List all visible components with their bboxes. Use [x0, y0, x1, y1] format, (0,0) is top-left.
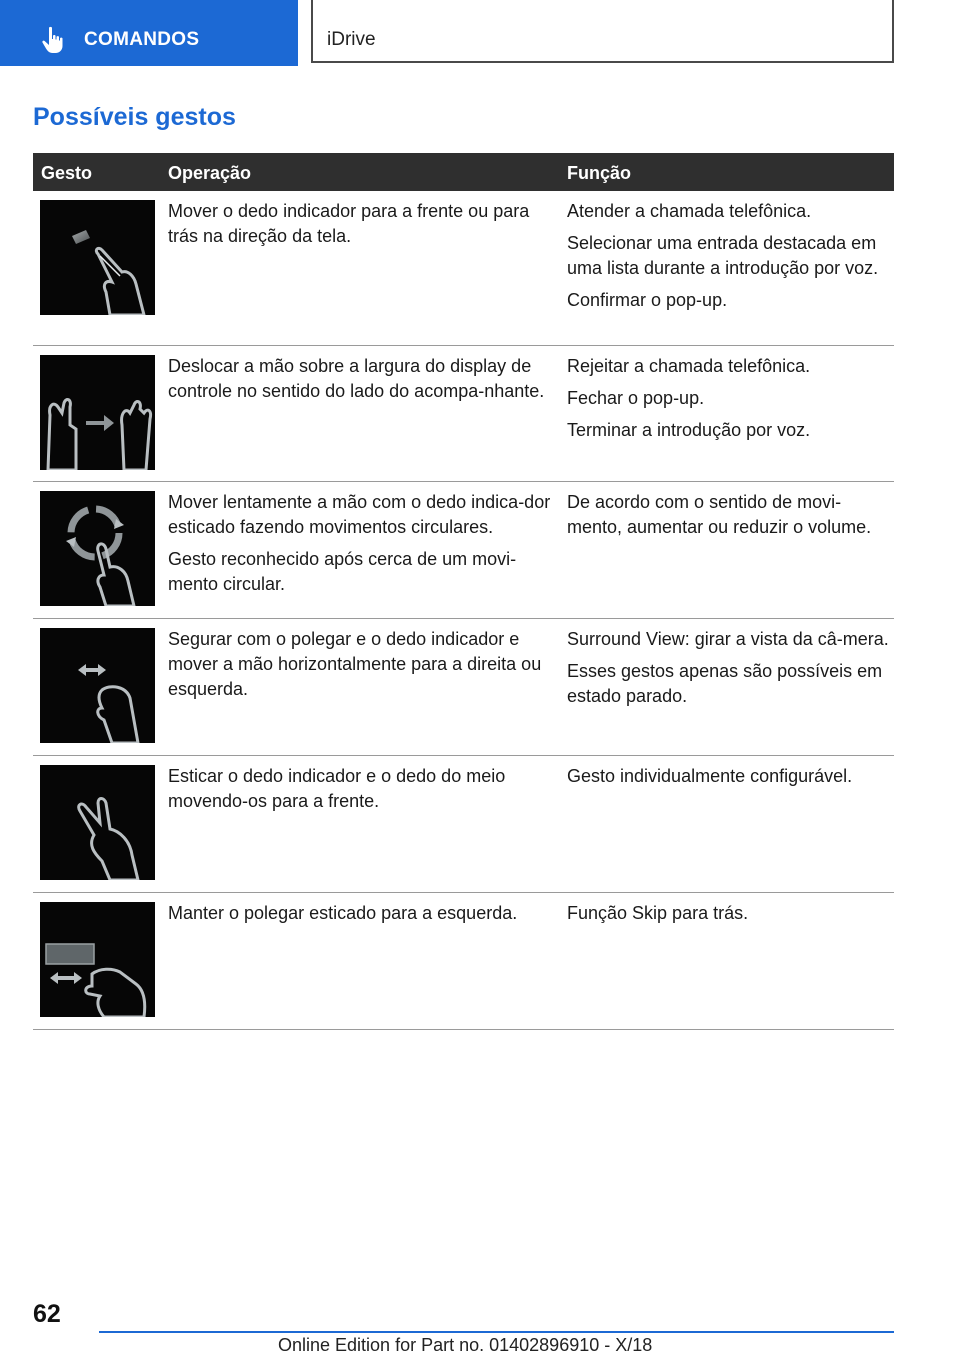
function-cell — [567, 354, 891, 450]
hand-pointer-icon — [40, 26, 66, 54]
table-row — [33, 482, 894, 619]
function-cell — [567, 199, 891, 320]
operation-cell — [168, 627, 554, 709]
finger-forward-back-gesture-icon — [40, 200, 155, 315]
table-row — [33, 619, 894, 756]
operation-cell — [168, 764, 554, 821]
table-row — [33, 191, 894, 346]
gestures-table — [33, 153, 894, 1030]
chapter-label: iDrive — [327, 29, 376, 50]
function-text: Rejeitar a chamada telefônica. — [567, 356, 811, 376]
function-text: Atender a chamada telefônica. — [567, 201, 812, 221]
operation-cell — [168, 199, 554, 256]
operation-text: Mover o dedo indicador para a frente ou para trás na direção da tela. — [168, 201, 530, 246]
function-text: Selecionar uma entrada destacada em uma lista durante a introdução por voz. — [567, 233, 879, 278]
column-header-operation: Operação — [168, 163, 252, 183]
table-header — [33, 153, 894, 191]
function-text: Gesto individualmente configurável. — [567, 766, 853, 786]
operation-text: Mover lentamente a mão com o dedo indica-dor esticado fazendo movimentos circulares. — [168, 492, 551, 537]
table-row — [33, 893, 894, 1030]
function-cell — [567, 627, 891, 716]
operation-text: Deslocar a mão sobre a largura do display de controle no sentido do lado do acompa-nhante. — [168, 356, 545, 401]
page-header — [0, 0, 960, 66]
operation-cell — [168, 354, 554, 411]
function-text: Esses gestos apenas são possíveis em estado parado. — [567, 661, 883, 706]
function-text: Fechar o pop-up. — [567, 388, 705, 408]
table-row — [33, 756, 894, 893]
operation-text: Segurar com o polegar e o dedo indicador e mover a mão horizontalmente para a direita ou esquerda. — [168, 629, 542, 699]
chapter-tab[interactable] — [311, 0, 894, 63]
operation-text: Esticar o dedo indicador e o dedo do meio movendo-os para a frente. — [168, 766, 506, 811]
operation-text: Gesto reconhecido após cerca de um movi-mento circular. — [168, 549, 517, 594]
page-number: 62 — [33, 1300, 61, 1328]
function-cell — [567, 764, 891, 796]
hand-swipe-gesture-icon — [40, 355, 155, 470]
column-header-gesture: Gesto — [41, 163, 93, 183]
function-text: Terminar a introdução por voz. — [567, 420, 811, 440]
function-cell — [567, 490, 891, 547]
circular-finger-gesture-icon — [40, 491, 155, 606]
section-label: COMANDOS — [84, 29, 200, 50]
function-text: Surround View: girar a vista da câ-mera. — [567, 629, 889, 649]
page-title: Possíveis gestos — [33, 103, 236, 131]
section-tab[interactable] — [0, 0, 298, 66]
function-text: De acordo com o sentido de movi-mento, aumentar ou reduzir o volume. — [567, 492, 872, 537]
operation-cell — [168, 490, 554, 604]
table-row — [33, 346, 894, 482]
pinch-move-gesture-icon — [40, 628, 155, 743]
function-text: Confirmar o pop-up. — [567, 290, 728, 310]
thumb-left-gesture-icon — [40, 902, 155, 1017]
operation-text: Manter o polegar esticado para a esquerda. — [168, 903, 518, 923]
operation-cell — [168, 901, 554, 933]
footer-divider — [99, 1331, 894, 1333]
edition-text: Online Edition for Part no. 01402896910 - X/18 — [278, 1335, 653, 1355]
function-text: Função Skip para trás. — [567, 903, 749, 923]
function-cell — [567, 901, 891, 933]
column-header-function: Função — [567, 163, 632, 183]
two-finger-point-gesture-icon — [40, 765, 155, 880]
